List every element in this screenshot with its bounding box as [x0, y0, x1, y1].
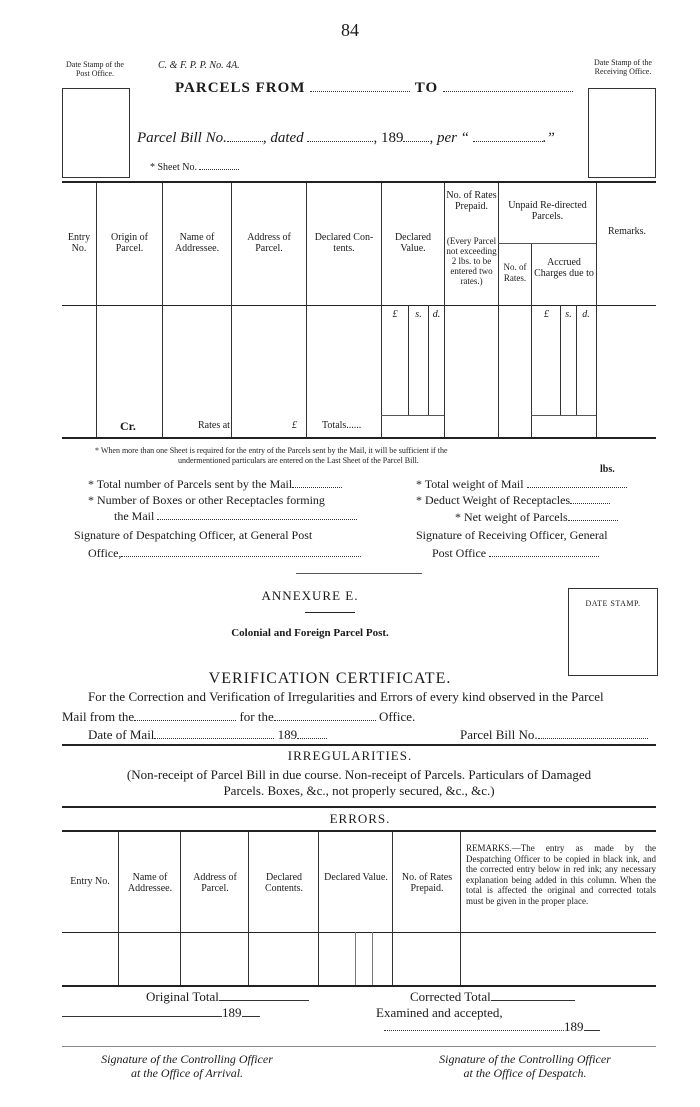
despatching-signature-field[interactable]: [121, 556, 361, 557]
t1-value-total-rule: [381, 415, 444, 416]
col-declared-contents: Declared Con-tents.: [314, 232, 374, 254]
rates-at-label: Rates at: [198, 420, 230, 431]
t2-col-contents: Declared Contents.: [264, 872, 304, 894]
office-label: Office,: [88, 546, 122, 560]
office-label-2: Office.: [379, 709, 416, 724]
annexure-subtitle: Colonial and Foreign Parcel Post.: [231, 627, 389, 639]
totals-label: Totals......: [322, 420, 362, 431]
deduct-weight-label: * Deduct Weight of Receptacles: [416, 493, 571, 507]
post-office-label: Post Office: [432, 546, 487, 560]
pence-symbol-2: d.: [582, 309, 590, 320]
col-address: Address of Parcel.: [247, 232, 291, 254]
irregularities-line1: (Non-receipt of Parcel Bill in due course. Non-receipt of Parcels. Particulars of Damaged: [126, 767, 592, 782]
mail-year-field[interactable]: [297, 738, 327, 739]
net-weight-label: * Net weight of Parcels: [455, 510, 568, 524]
irregularities-title: IRREGULARITIES.: [287, 748, 413, 763]
receiving-signature-label: Signature of Receiving Officer, General: [416, 528, 608, 542]
errors-title: ERRORS.: [329, 811, 391, 826]
date-stamp-right-box: [588, 88, 656, 178]
left-date-line: [62, 1006, 260, 1020]
original-total-label: Original Total: [146, 989, 219, 1004]
corrected-total-label: Corrected Total: [410, 989, 491, 1004]
corrected-total-field[interactable]: [491, 1000, 575, 1001]
net-weight-field[interactable]: [568, 520, 618, 521]
irregularities-line2: Parcels. Boxes, &c., not properly secured, &c., &c.): [223, 783, 495, 798]
date-of-mail-field[interactable]: [154, 738, 274, 739]
t2-v1: [118, 832, 119, 985]
original-total-field[interactable]: [219, 1000, 309, 1001]
page-number: 84: [341, 20, 359, 40]
table1-header-rule: [62, 305, 656, 306]
left-year-field[interactable]: [242, 1016, 260, 1017]
col-origin: Origin of Parcel.: [111, 232, 148, 254]
total-parcels-field[interactable]: [292, 487, 342, 488]
the-mail-label: the Mail: [114, 509, 155, 523]
total-parcels-line: [88, 477, 342, 491]
sheet-field[interactable]: [199, 169, 239, 170]
date-stamp-left-label: Date Stamp of the Post Office.: [66, 60, 124, 78]
deduct-weight-line: [416, 493, 610, 507]
right-year-label: 189: [564, 1019, 584, 1034]
total-parcels-label: * Total number of Parcels sent by the Mail: [88, 477, 293, 491]
t2-v3: [248, 832, 249, 985]
date-of-mail-line: [88, 728, 327, 742]
t1-v6: [444, 183, 445, 437]
t2-v4a: [355, 932, 356, 985]
per-field[interactable]: [473, 141, 543, 142]
sheet-label: * Sheet No.: [150, 162, 197, 173]
total-weight-line: [416, 477, 627, 491]
table2-top-rule: [62, 830, 656, 832]
col-rates-prepaid: No. of Rates Prepaid.: [446, 190, 497, 212]
parcel-bill-line: [137, 130, 555, 147]
t1-v3: [231, 183, 232, 437]
date-stamp-left-box: [62, 88, 130, 178]
per-close: .”: [542, 130, 555, 146]
table2-bottom-rule: [62, 985, 656, 987]
col-entry: Entry No.: [67, 232, 91, 254]
t1-v1: [96, 183, 97, 437]
t1-v8: [531, 243, 532, 437]
parcel-bill-no-label: Parcel Bill No.: [460, 727, 538, 742]
dated-field[interactable]: [307, 141, 373, 142]
parcel-bill-label: Parcel Bill No.: [137, 130, 227, 146]
mail-year-label: 189: [277, 727, 298, 742]
year-label: , 189: [373, 130, 404, 146]
dated-label: , dated: [262, 130, 304, 146]
t1-v4: [306, 183, 307, 437]
annexure-date-stamp-box: [568, 588, 658, 676]
total-weight-field[interactable]: [527, 487, 627, 488]
parcel-bill-no-line: [460, 728, 648, 742]
t1-v5: [381, 183, 382, 437]
mail-from-field[interactable]: [134, 720, 236, 721]
signature-rule: [62, 1046, 656, 1047]
the-mail-line: [114, 509, 357, 523]
t2-col-rates: No. of Rates Prepaid.: [401, 872, 453, 894]
t2-remarks: REMARKS.—The entry as made by the Despatching Officer to be copied in black ink, and the corrected entry below in red ink; any necessary explanation being added in this column. When the total is affected the original and corrected totals must be given in the proper place.: [466, 843, 656, 906]
parcels-from-title: [175, 80, 573, 97]
pound-symbol-2: £: [544, 309, 549, 320]
table1-bottom-rule: [62, 437, 656, 439]
for-the-label: for the: [239, 709, 274, 724]
t1-v8b: [576, 305, 577, 415]
sig-left-1: Signature of the Controlling Officer: [101, 1052, 273, 1066]
col-name: Name of Addressee.: [174, 232, 220, 254]
for-the-field[interactable]: [274, 720, 376, 721]
annexure-date-stamp-label: DATE STAMP.: [585, 599, 641, 608]
verification-line1: For the Correction and Verification of Irregularities and Errors of every kind observed in the Parcel: [88, 689, 604, 704]
col-remarks: Remarks.: [607, 226, 647, 237]
right-date-line: [384, 1020, 600, 1034]
t1-v5a: [408, 305, 409, 415]
t1-v2: [162, 183, 163, 437]
table2-header-rule: [62, 932, 656, 933]
office-line: [88, 546, 361, 560]
t1-v5b: [428, 305, 429, 415]
total-weight-label: * Total weight of Mail: [416, 477, 524, 491]
t1-charges-total-rule: [531, 415, 596, 416]
left-year-label: 189: [222, 1005, 242, 1020]
col-rates-note: (Every Parcel not exceeding 2 lbs. to be entered two rates.): [446, 236, 497, 286]
verification-title: VERIFICATION CERTIFICATE.: [208, 670, 452, 687]
right-year-field[interactable]: [584, 1030, 600, 1031]
pence-symbol: d.: [432, 309, 441, 320]
t2-col-entry: Entry No.: [70, 876, 110, 887]
t1-v9: [596, 183, 597, 437]
corrected-total-line: [410, 990, 575, 1004]
original-total-line: [146, 990, 309, 1004]
the-mail-field[interactable]: [157, 519, 357, 520]
boxes-label: * Number of Boxes or other Receptacles forming: [88, 493, 325, 507]
sheet-line: [150, 162, 239, 174]
to-field[interactable]: [443, 91, 573, 92]
parcel-bill-no-field[interactable]: [538, 738, 648, 739]
year-field[interactable]: [403, 141, 429, 142]
t2-v4b: [372, 932, 373, 985]
t2-v4: [318, 832, 319, 985]
rates-pound: £: [292, 420, 297, 431]
pound-symbol: £: [392, 309, 398, 320]
annexure-title: ANNEXURE E.: [261, 588, 359, 603]
sig-left-2: at the Office of Arrival.: [130, 1066, 244, 1080]
mail-from-label: Mail from the: [62, 709, 135, 724]
t2-v6: [460, 832, 461, 985]
t1-v7: [498, 183, 499, 437]
t2-col-value: Declared Value.: [324, 872, 388, 883]
right-date-field[interactable]: [384, 1030, 564, 1031]
per-label: , per “: [429, 130, 470, 146]
t1-v8a: [560, 305, 561, 415]
cr-label: Cr.: [120, 419, 136, 433]
sig-right-1: Signature of the Controlling Officer: [439, 1052, 611, 1066]
form-code: C. & F. P. P. No. 4A.: [158, 60, 240, 71]
t2-v2: [180, 832, 181, 985]
t2-v5: [392, 832, 393, 985]
shilling-symbol: s.: [415, 309, 422, 320]
irregularities-rule: [62, 744, 656, 746]
col-unpaid: Unpaid Re-directed Parcels.: [508, 200, 587, 222]
table1-top-rule: [62, 181, 656, 183]
footnote-line2: undermentioned particulars are entered on the Last Sheet of the Parcel Bill.: [178, 456, 419, 465]
date-stamp-right-label: Date Stamp of the Receiving Office.: [594, 58, 652, 76]
errors-rule: [62, 806, 656, 808]
annexure-rule: [305, 612, 355, 613]
from-field[interactable]: [310, 91, 410, 92]
col-accrued: Accrued Charges due to: [534, 257, 594, 279]
post-office-line: [432, 546, 599, 560]
col-no-rates: No. of Rates.: [503, 262, 527, 283]
t2-col-address: Address of Parcel.: [193, 872, 237, 894]
parcel-bill-field[interactable]: [227, 141, 263, 142]
receiving-signature-field[interactable]: [489, 556, 599, 557]
title-to: TO: [414, 80, 439, 96]
examined-label: Examined and accepted,: [376, 1005, 503, 1020]
t1-unpaid-rule: [498, 243, 596, 244]
shilling-symbol-2: s.: [565, 309, 572, 320]
despatching-signature-label: Signature of Despatching Officer, at General Post: [74, 528, 313, 542]
separator-rule: [296, 573, 422, 574]
date-of-mail-label: Date of Mail: [88, 727, 155, 742]
title-from: PARCELS FROM: [175, 80, 306, 96]
t2-col-name: Name of Addressee.: [127, 872, 173, 894]
left-date-field[interactable]: [62, 1016, 222, 1017]
net-weight-line: [455, 510, 618, 524]
col-declared-value: Declared Value.: [394, 232, 432, 254]
lbs-label: lbs.: [600, 464, 615, 475]
mail-from-line: [62, 710, 415, 724]
sig-right-2: at the Office of Despatch.: [463, 1066, 587, 1080]
deduct-weight-field[interactable]: [570, 503, 610, 504]
footnote-line1: * When more than one Sheet is required for the entry of the Parcels sent by the Mail, it will be sufficient if the: [95, 446, 448, 455]
